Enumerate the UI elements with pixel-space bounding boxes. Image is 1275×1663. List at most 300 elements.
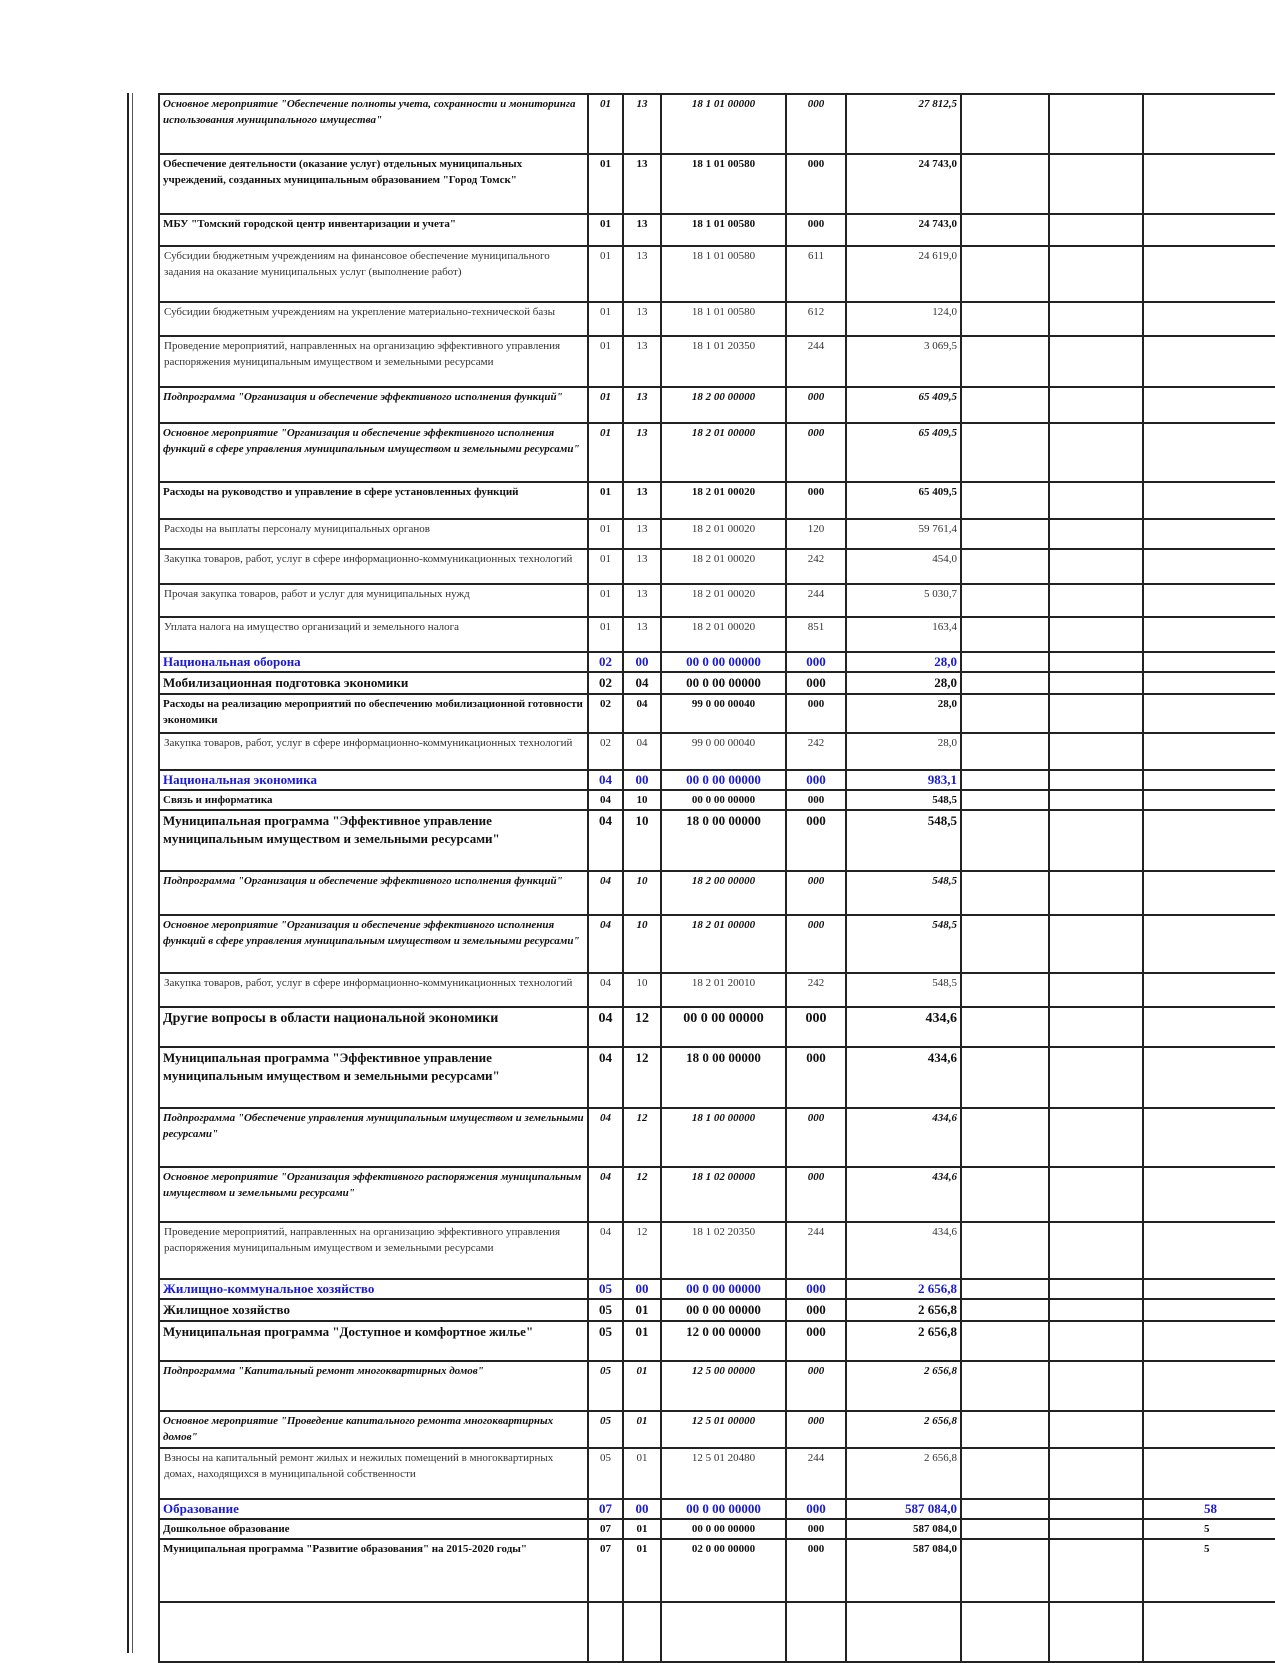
empty-cell xyxy=(1049,584,1143,617)
amount-next xyxy=(1143,423,1275,482)
expense-type-code: 000 xyxy=(786,1279,846,1299)
amount: 548,5 xyxy=(846,810,961,871)
section-code: 01 xyxy=(588,246,623,302)
amount-next xyxy=(1143,770,1275,790)
empty-cell xyxy=(961,1299,1049,1321)
target-article-code: 18 1 01 00580 xyxy=(661,154,786,214)
target-article-code: 12 5 00 00000 xyxy=(661,1361,786,1411)
subsection-code: 04 xyxy=(623,733,661,770)
empty-cell xyxy=(961,246,1049,302)
amount: 124,0 xyxy=(846,302,961,336)
empty-cell xyxy=(961,214,1049,246)
amount-next xyxy=(1143,1602,1275,1662)
row-name: Уплата налога на имущество организаций и земельного налога xyxy=(159,617,588,652)
subsection-code: 13 xyxy=(623,302,661,336)
empty-cell xyxy=(1049,1167,1143,1222)
amount: 65 409,5 xyxy=(846,423,961,482)
empty-cell xyxy=(1049,770,1143,790)
empty-cell xyxy=(961,519,1049,549)
amount: 3 069,5 xyxy=(846,336,961,387)
amount: 59 761,4 xyxy=(846,519,961,549)
subsection-code: 10 xyxy=(623,790,661,810)
amount-next: 5 xyxy=(1143,1539,1275,1602)
empty-cell xyxy=(1049,617,1143,652)
table-row xyxy=(159,1602,1275,1662)
row-name: Расходы на реализацию мероприятий по обеспечению мобилизационной готовности экономики xyxy=(159,694,588,733)
section-code: 01 xyxy=(588,549,623,584)
expense-type-code: 244 xyxy=(786,584,846,617)
row-name: Проведение мероприятий, направленных на организацию эффективного управления распоряжения муниципальным имуществом и земельными ресурсами xyxy=(159,1222,588,1279)
empty-cell xyxy=(1049,733,1143,770)
section-code: 02 xyxy=(588,733,623,770)
amount: 454,0 xyxy=(846,549,961,584)
row-name: Основное мероприятие "Обеспечение полноты учета, сохранности и мониторинга использования муниципального имущества" xyxy=(159,94,588,154)
target-article-code: 18 2 01 00000 xyxy=(661,915,786,973)
table-row xyxy=(159,1222,1275,1279)
amount-next xyxy=(1143,973,1275,1007)
amount: 2 656,8 xyxy=(846,1321,961,1361)
amount: 24 619,0 xyxy=(846,246,961,302)
subsection-code: 13 xyxy=(623,584,661,617)
row-name: МБУ "Томский городской центр инвентаризации и учета" xyxy=(159,214,588,246)
section-code: 01 xyxy=(588,387,623,423)
table-row xyxy=(159,1519,1275,1539)
amount: 434,6 xyxy=(846,1108,961,1167)
table-row xyxy=(159,387,1275,423)
subsection-code: 13 xyxy=(623,154,661,214)
section-code: 01 xyxy=(588,214,623,246)
expense-type-code: 000 xyxy=(786,214,846,246)
table-row xyxy=(159,652,1275,672)
section-code: 01 xyxy=(588,482,623,519)
section-code: 04 xyxy=(588,770,623,790)
amount-next xyxy=(1143,1047,1275,1108)
subsection-code: 13 xyxy=(623,549,661,584)
amount-next xyxy=(1143,1321,1275,1361)
subsection-code: 10 xyxy=(623,871,661,915)
budget-table xyxy=(158,93,1275,1663)
amount-next: 58 xyxy=(1143,1499,1275,1519)
expense-type-code: 000 xyxy=(786,1007,846,1047)
page-margin-line xyxy=(127,93,133,1653)
empty-cell xyxy=(961,482,1049,519)
subsection-code: 01 xyxy=(623,1299,661,1321)
table-row xyxy=(159,519,1275,549)
target-article-code: 00 0 00 00000 xyxy=(661,1007,786,1047)
subsection-code: 12 xyxy=(623,1167,661,1222)
empty-cell xyxy=(1049,1361,1143,1411)
row-name: Расходы на выплаты персоналу муниципальных органов xyxy=(159,519,588,549)
empty-cell xyxy=(961,871,1049,915)
empty-cell xyxy=(1049,1279,1143,1299)
table-row xyxy=(159,871,1275,915)
target-article-code: 18 2 01 20010 xyxy=(661,973,786,1007)
empty-cell xyxy=(961,1519,1049,1539)
expense-type-code: 000 xyxy=(786,1108,846,1167)
empty-cell xyxy=(961,1539,1049,1602)
empty-cell xyxy=(961,1047,1049,1108)
empty-cell xyxy=(961,1448,1049,1499)
empty-cell xyxy=(961,94,1049,154)
expense-type-code: 000 xyxy=(786,1519,846,1539)
empty-cell xyxy=(961,549,1049,584)
amount-next xyxy=(1143,584,1275,617)
empty-cell xyxy=(1049,246,1143,302)
empty-cell xyxy=(1049,652,1143,672)
amount-next xyxy=(1143,302,1275,336)
expense-type-code: 120 xyxy=(786,519,846,549)
expense-type-code: 000 xyxy=(786,1321,846,1361)
target-article-code: 18 1 01 00000 xyxy=(661,94,786,154)
subsection-code: 00 xyxy=(623,652,661,672)
section-code: 01 xyxy=(588,154,623,214)
target-article-code: 18 1 02 20350 xyxy=(661,1222,786,1279)
expense-type-code: 000 xyxy=(786,672,846,694)
empty-cell xyxy=(1049,482,1143,519)
empty-cell xyxy=(961,915,1049,973)
expense-type-code: 000 xyxy=(786,652,846,672)
table-row xyxy=(159,915,1275,973)
row-name: Дошкольное образование xyxy=(159,1519,588,1539)
amount: 163,4 xyxy=(846,617,961,652)
empty-cell xyxy=(1049,302,1143,336)
section-code: 04 xyxy=(588,790,623,810)
expense-type-code: 000 xyxy=(786,1539,846,1602)
row-name: Жилищно-коммунальное хозяйство xyxy=(159,1279,588,1299)
subsection-code: 12 xyxy=(623,1007,661,1047)
expense-type-code: 000 xyxy=(786,482,846,519)
expense-type-code: 244 xyxy=(786,336,846,387)
target-article-code: 12 5 01 20480 xyxy=(661,1448,786,1499)
amount-next xyxy=(1143,1448,1275,1499)
amount: 587 084,0 xyxy=(846,1499,961,1519)
empty-cell xyxy=(1049,387,1143,423)
amount: 587 084,0 xyxy=(846,1519,961,1539)
table-row xyxy=(159,1361,1275,1411)
subsection-code: 01 xyxy=(623,1361,661,1411)
row-name: Мобилизационная подготовка экономики xyxy=(159,672,588,694)
expense-type-code: 000 xyxy=(786,1167,846,1222)
table-row xyxy=(159,770,1275,790)
amount xyxy=(846,1602,961,1662)
section-code: 07 xyxy=(588,1499,623,1519)
amount: 548,5 xyxy=(846,915,961,973)
amount-next xyxy=(1143,387,1275,423)
amount: 2 656,8 xyxy=(846,1411,961,1448)
expense-type-code: 244 xyxy=(786,1222,846,1279)
amount: 27 812,5 xyxy=(846,94,961,154)
table-row xyxy=(159,423,1275,482)
empty-cell xyxy=(961,1499,1049,1519)
subsection-code: 00 xyxy=(623,1279,661,1299)
row-name: Другие вопросы в области национальной экономики xyxy=(159,1007,588,1047)
target-article-code: 02 0 00 00000 xyxy=(661,1539,786,1602)
section-code: 01 xyxy=(588,336,623,387)
row-name: Подпрограмма "Организация и обеспечение эффективного исполнения функций" xyxy=(159,387,588,423)
empty-cell xyxy=(1049,1411,1143,1448)
row-name: Подпрограмма "Организация и обеспечение эффективного исполнения функций" xyxy=(159,871,588,915)
amount: 28,0 xyxy=(846,672,961,694)
expense-type-code: 000 xyxy=(786,1499,846,1519)
expense-type-code: 000 xyxy=(786,1047,846,1108)
target-article-code xyxy=(661,1602,786,1662)
table-row xyxy=(159,694,1275,733)
expense-type-code: 611 xyxy=(786,246,846,302)
target-article-code: 18 2 00 00000 xyxy=(661,871,786,915)
subsection-code: 13 xyxy=(623,336,661,387)
target-article-code: 18 1 01 00580 xyxy=(661,214,786,246)
section-code: 02 xyxy=(588,694,623,733)
row-name: Закупка товаров, работ, услуг в сфере информационно-коммуникационных технологий xyxy=(159,549,588,584)
amount-next xyxy=(1143,214,1275,246)
subsection-code: 13 xyxy=(623,482,661,519)
table-row xyxy=(159,617,1275,652)
empty-cell xyxy=(1049,790,1143,810)
empty-cell xyxy=(961,770,1049,790)
row-name: Основное мероприятие "Проведение капитального ремонта многоквартирных домов" xyxy=(159,1411,588,1448)
amount-next xyxy=(1143,871,1275,915)
section-code: 05 xyxy=(588,1361,623,1411)
subsection-code: 12 xyxy=(623,1108,661,1167)
table-row xyxy=(159,482,1275,519)
empty-cell xyxy=(1049,1047,1143,1108)
target-article-code: 99 0 00 00040 xyxy=(661,733,786,770)
amount-next xyxy=(1143,94,1275,154)
table-row xyxy=(159,1299,1275,1321)
row-name: Жилищное хозяйство xyxy=(159,1299,588,1321)
subsection-code: 04 xyxy=(623,672,661,694)
empty-cell xyxy=(1049,519,1143,549)
amount-next xyxy=(1143,810,1275,871)
amount: 24 743,0 xyxy=(846,214,961,246)
amount: 548,5 xyxy=(846,871,961,915)
table-row xyxy=(159,733,1275,770)
table-row xyxy=(159,246,1275,302)
empty-cell xyxy=(961,423,1049,482)
row-name: Субсидии бюджетным учреждениям на финансовое обеспечение муниципального задания на оказание муниципальных услуг (выполнение работ) xyxy=(159,246,588,302)
target-article-code: 00 0 00 00000 xyxy=(661,790,786,810)
empty-cell xyxy=(1049,154,1143,214)
row-name: Национальная экономика xyxy=(159,770,588,790)
amount-next xyxy=(1143,549,1275,584)
amount-next xyxy=(1143,672,1275,694)
empty-cell xyxy=(961,672,1049,694)
empty-cell xyxy=(1049,1539,1143,1602)
table-row xyxy=(159,810,1275,871)
section-code: 04 xyxy=(588,915,623,973)
row-name: Основное мероприятие "Организация и обеспечение эффективного исполнения функций в сфере управления муниципальным имуществом и земельными ресурсами" xyxy=(159,915,588,973)
row-name: Муниципальная программа "Эффективное управление муниципальным имуществом и земельными ресурсами" xyxy=(159,1047,588,1108)
target-article-code: 18 1 02 00000 xyxy=(661,1167,786,1222)
target-article-code: 18 0 00 00000 xyxy=(661,1047,786,1108)
section-code: 04 xyxy=(588,871,623,915)
row-name: Основное мероприятие "Организация эффективного распоряжения муниципальным имуществом и земельными ресурсами" xyxy=(159,1167,588,1222)
amount-next xyxy=(1143,336,1275,387)
amount: 5 030,7 xyxy=(846,584,961,617)
row-name: Закупка товаров, работ, услуг в сфере информационно-коммуникационных технологий xyxy=(159,733,588,770)
empty-cell xyxy=(1049,423,1143,482)
subsection-code: 13 xyxy=(623,94,661,154)
amount-next xyxy=(1143,790,1275,810)
empty-cell xyxy=(1049,1499,1143,1519)
row-name: Национальная оборона xyxy=(159,652,588,672)
target-article-code: 18 0 00 00000 xyxy=(661,810,786,871)
target-article-code: 18 2 01 00020 xyxy=(661,617,786,652)
empty-cell xyxy=(1049,1519,1143,1539)
amount: 28,0 xyxy=(846,733,961,770)
amount-next xyxy=(1143,1411,1275,1448)
row-name: Расходы на руководство и управление в сфере установленных функций xyxy=(159,482,588,519)
amount: 434,6 xyxy=(846,1167,961,1222)
row-name: Подпрограмма "Капитальный ремонт многоквартирных домов" xyxy=(159,1361,588,1411)
target-article-code: 18 1 01 20350 xyxy=(661,336,786,387)
subsection-code: 00 xyxy=(623,1499,661,1519)
target-article-code: 18 2 00 00000 xyxy=(661,387,786,423)
section-code: 05 xyxy=(588,1279,623,1299)
empty-cell xyxy=(1049,1448,1143,1499)
subsection-code: 13 xyxy=(623,246,661,302)
subsection-code: 13 xyxy=(623,214,661,246)
empty-cell xyxy=(961,652,1049,672)
target-article-code: 18 2 01 00020 xyxy=(661,549,786,584)
table-row xyxy=(159,1411,1275,1448)
table-row xyxy=(159,672,1275,694)
section-code: 07 xyxy=(588,1519,623,1539)
empty-cell xyxy=(1049,672,1143,694)
expense-type-code: 000 xyxy=(786,770,846,790)
subsection-code: 01 xyxy=(623,1321,661,1361)
table-row xyxy=(159,1047,1275,1108)
table-row xyxy=(159,549,1275,584)
subsection-code: 10 xyxy=(623,810,661,871)
target-article-code: 00 0 00 00000 xyxy=(661,1499,786,1519)
row-name: Образование xyxy=(159,1499,588,1519)
amount-next xyxy=(1143,617,1275,652)
table-row xyxy=(159,1108,1275,1167)
amount-next xyxy=(1143,1222,1275,1279)
section-code: 05 xyxy=(588,1448,623,1499)
section-code: 01 xyxy=(588,584,623,617)
amount-next xyxy=(1143,915,1275,973)
section-code: 01 xyxy=(588,94,623,154)
empty-cell xyxy=(961,387,1049,423)
row-name: Прочая закупка товаров, работ и услуг для муниципальных нужд xyxy=(159,584,588,617)
empty-cell xyxy=(1049,973,1143,1007)
section-code: 01 xyxy=(588,423,623,482)
empty-cell xyxy=(961,1279,1049,1299)
empty-cell xyxy=(1049,694,1143,733)
expense-type-code: 000 xyxy=(786,154,846,214)
table-row xyxy=(159,154,1275,214)
expense-type-code: 000 xyxy=(786,790,846,810)
empty-cell xyxy=(961,154,1049,214)
expense-type-code xyxy=(786,1602,846,1662)
table-row xyxy=(159,1279,1275,1299)
subsection-code: 12 xyxy=(623,1222,661,1279)
empty-cell xyxy=(961,584,1049,617)
expense-type-code: 000 xyxy=(786,387,846,423)
expense-type-code: 000 xyxy=(786,810,846,871)
target-article-code: 00 0 00 00000 xyxy=(661,770,786,790)
expense-type-code: 242 xyxy=(786,973,846,1007)
subsection-code: 13 xyxy=(623,617,661,652)
table-row xyxy=(159,584,1275,617)
subsection-code: 12 xyxy=(623,1047,661,1108)
amount-next xyxy=(1143,694,1275,733)
amount: 24 743,0 xyxy=(846,154,961,214)
amount: 2 656,8 xyxy=(846,1448,961,1499)
expense-type-code: 000 xyxy=(786,1361,846,1411)
subsection-code: 10 xyxy=(623,915,661,973)
section-code: 01 xyxy=(588,617,623,652)
target-article-code: 00 0 00 00000 xyxy=(661,1279,786,1299)
target-article-code: 18 2 01 00020 xyxy=(661,584,786,617)
empty-cell xyxy=(961,790,1049,810)
target-article-code: 00 0 00 00000 xyxy=(661,672,786,694)
subsection-code: 01 xyxy=(623,1411,661,1448)
amount: 548,5 xyxy=(846,790,961,810)
table-row xyxy=(159,214,1275,246)
section-code: 01 xyxy=(588,519,623,549)
amount: 65 409,5 xyxy=(846,387,961,423)
row-name: Связь и информатика xyxy=(159,790,588,810)
table-row xyxy=(159,1167,1275,1222)
target-article-code: 12 5 01 00000 xyxy=(661,1411,786,1448)
row-name: Муниципальная программа "Развитие образования" на 2015-2020 годы" xyxy=(159,1539,588,1602)
section-code xyxy=(588,1602,623,1662)
empty-cell xyxy=(1049,214,1143,246)
subsection-code: 01 xyxy=(623,1448,661,1499)
empty-cell xyxy=(961,733,1049,770)
table-row xyxy=(159,1499,1275,1519)
subsection-code: 13 xyxy=(623,519,661,549)
subsection-code: 01 xyxy=(623,1539,661,1602)
expense-type-code: 000 xyxy=(786,94,846,154)
amount: 434,6 xyxy=(846,1007,961,1047)
target-article-code: 99 0 00 00040 xyxy=(661,694,786,733)
amount-next xyxy=(1143,1279,1275,1299)
row-name xyxy=(159,1602,588,1662)
empty-cell xyxy=(1049,810,1143,871)
amount-next: 5 xyxy=(1143,1519,1275,1539)
table-row xyxy=(159,973,1275,1007)
table-row xyxy=(159,94,1275,154)
amount-next xyxy=(1143,1108,1275,1167)
section-code: 01 xyxy=(588,302,623,336)
section-code: 04 xyxy=(588,1108,623,1167)
section-code: 04 xyxy=(588,1007,623,1047)
amount-next xyxy=(1143,246,1275,302)
empty-cell xyxy=(961,1007,1049,1047)
amount-next xyxy=(1143,1167,1275,1222)
section-code: 05 xyxy=(588,1411,623,1448)
subsection-code: 13 xyxy=(623,423,661,482)
empty-cell xyxy=(961,1361,1049,1411)
empty-cell xyxy=(961,1222,1049,1279)
empty-cell xyxy=(1049,1108,1143,1167)
amount-next xyxy=(1143,1007,1275,1047)
expense-type-code: 242 xyxy=(786,733,846,770)
table-row xyxy=(159,302,1275,336)
section-code: 04 xyxy=(588,1047,623,1108)
target-article-code: 12 0 00 00000 xyxy=(661,1321,786,1361)
empty-cell xyxy=(961,810,1049,871)
row-name: Проведение мероприятий, направленных на организацию эффективного управления распоряжения муниципальным имуществом и земельными ресурсами xyxy=(159,336,588,387)
target-article-code: 18 2 01 00020 xyxy=(661,519,786,549)
empty-cell xyxy=(1049,549,1143,584)
amount: 548,5 xyxy=(846,973,961,1007)
expense-type-code: 000 xyxy=(786,871,846,915)
